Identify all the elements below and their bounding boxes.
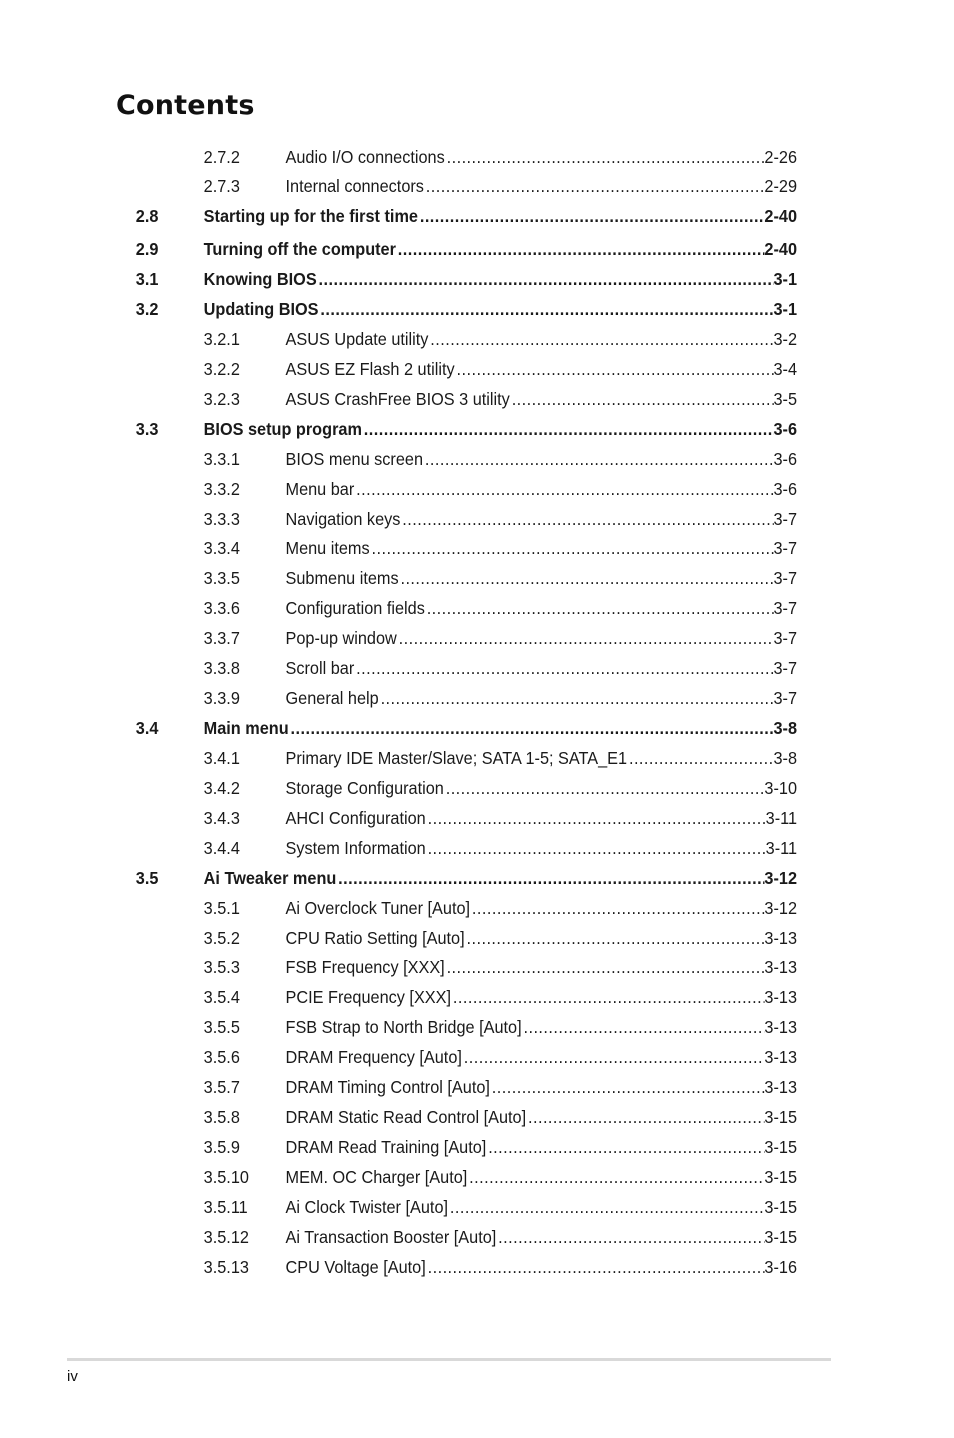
toc-entry[interactable] (0, 927, 887, 949)
toc-entry-page: 3-15 (764, 1107, 798, 1127)
toc-entry[interactable] (0, 1046, 887, 1068)
toc-entry-page: 3-7 (773, 509, 798, 529)
toc-entry-number: 3.5.6 (203, 1047, 240, 1067)
toc-dot-leader (470, 897, 764, 919)
toc-entry-leader-line (286, 1136, 798, 1158)
toc-dot-leader (486, 1136, 764, 1158)
toc-dot-leader (336, 867, 764, 889)
toc-entry-leader-line (286, 448, 798, 470)
toc-dot-leader (424, 175, 764, 197)
toc-entry-page: 3-15 (764, 1167, 798, 1187)
toc-entry-number: 3.4.4 (203, 838, 240, 858)
toc-entry-page: 3-16 (764, 1257, 798, 1277)
toc-entry-title[interactable]: Storage Configuration (285, 778, 444, 798)
toc-entry-leader-line (286, 1196, 798, 1218)
toc-entry-number: 3.2.1 (203, 329, 240, 349)
toc-entry-number: 3.3.7 (203, 628, 240, 648)
toc-entry-leader-line (286, 388, 798, 410)
toc-entry[interactable] (0, 1166, 887, 1188)
toc-entry-title[interactable]: BIOS menu screen (285, 449, 424, 469)
toc-entry-number: 3.5.4 (203, 987, 240, 1007)
toc-entry-leader-line (286, 1016, 798, 1038)
toc-entry-title[interactable]: AHCI Configuration (285, 808, 426, 828)
toc-entry-leader-line (286, 537, 798, 559)
toc-dot-leader (379, 687, 774, 709)
toc-entry-title[interactable]: Ai Overclock Tuner [Auto] (285, 898, 471, 918)
toc-entry-number: 3.3 (135, 419, 159, 439)
toc-dot-leader (423, 448, 773, 470)
toc-dot-leader (370, 537, 774, 559)
toc-entry-leader-line (286, 1046, 798, 1068)
toc-entry-title[interactable]: CPU Ratio Setting [Auto] (285, 928, 465, 948)
toc-entry-number: 2.7.2 (203, 147, 240, 167)
toc-dot-leader (627, 747, 773, 769)
toc-entry-number: 3.3.9 (203, 688, 240, 708)
toc-entry-leader-line (204, 205, 797, 227)
toc-entry[interactable] (0, 777, 887, 799)
toc-entry-leader-line (286, 1076, 798, 1098)
toc-entry-number: 3.5.3 (203, 957, 240, 977)
toc-entry-title[interactable]: PCIE Frequency [XXX] (285, 987, 452, 1007)
toc-entry-leader-line (286, 1106, 798, 1128)
toc-entry-title[interactable]: Internal connectors (285, 176, 424, 196)
toc-entry-title[interactable]: ASUS CrashFree BIOS 3 utility (285, 389, 510, 409)
toc-entry-leader-line (286, 508, 798, 530)
toc-entry[interactable] (0, 175, 887, 197)
toc-entry-title[interactable]: Ai Transaction Booster [Auto] (285, 1227, 497, 1247)
toc-dot-leader (465, 927, 765, 949)
toc-dot-leader (448, 1196, 764, 1218)
footer-divider (67, 1358, 831, 1361)
toc-entry-page: 3-7 (773, 658, 798, 678)
toc-entry-title[interactable]: Starting up for the first time (203, 206, 418, 226)
toc-entry-page: 3-2 (773, 329, 798, 349)
toc-entry-title[interactable]: FSB Strap to North Bridge [Auto] (285, 1017, 522, 1037)
toc-entry-page: 3-13 (764, 928, 798, 948)
toc-entry-title[interactable]: Main menu (203, 718, 289, 738)
toc-dot-leader (425, 597, 774, 619)
toc-entry-page: 3-8 (773, 718, 798, 738)
toc-entry-page: 2-26 (764, 147, 798, 167)
toc-dot-leader (396, 238, 764, 260)
toc-entry-title[interactable]: Submenu items (285, 568, 399, 588)
toc-entry-title[interactable]: Turning off the computer (203, 239, 396, 259)
toc-entry-number: 3.5.9 (203, 1137, 240, 1157)
toc-entry[interactable] (0, 388, 887, 410)
toc-entry-leader-line (286, 1256, 798, 1278)
toc-entry-title[interactable]: System Information (285, 838, 426, 858)
footer-page-number: iv (67, 1368, 78, 1385)
toc-entry-page: 3-6 (773, 479, 798, 499)
toc-entry-title[interactable]: Knowing BIOS (203, 269, 317, 289)
toc-entry-title[interactable]: FSB Frequency [XXX] (285, 957, 445, 977)
toc-entry-page: 3-13 (764, 1047, 798, 1067)
toc-entry-title[interactable]: DRAM Read Training [Auto] (285, 1137, 487, 1157)
toc-dot-leader (426, 807, 766, 829)
toc-entry-page: 3-13 (764, 957, 798, 977)
toc-dot-leader (428, 328, 773, 350)
toc-dot-leader (289, 717, 774, 739)
toc-entry-page: 3-11 (765, 808, 798, 828)
toc-entry-page: 3-12 (764, 868, 798, 888)
toc-entry-page: 2-40 (764, 206, 798, 226)
toc-entry-page: 3-4 (773, 359, 798, 379)
toc-dot-leader (444, 777, 765, 799)
toc-dot-leader (399, 567, 774, 589)
toc-entry-number: 3.2.2 (203, 359, 240, 379)
toc-entry-number: 3.4.3 (203, 808, 240, 828)
toc-entry-number: 2.9 (135, 239, 159, 259)
toc-entry-page: 3-7 (773, 628, 798, 648)
toc-entry-leader-line (286, 567, 798, 589)
toc-entry-leader-line (286, 478, 798, 500)
page-title: Contents (116, 90, 255, 121)
toc-entry[interactable] (0, 1106, 887, 1128)
toc-entry-leader-line (286, 897, 798, 919)
toc-entry[interactable] (0, 867, 887, 889)
toc-entry-leader-line (204, 238, 797, 260)
toc-entry-number: 3.5.13 (203, 1257, 249, 1277)
toc-entry-number: 3.5 (135, 868, 159, 888)
toc-entry[interactable] (0, 597, 887, 619)
toc-entry-page: 3-12 (764, 898, 798, 918)
toc-entry-page: 3-7 (773, 598, 798, 618)
toc-entry-title[interactable]: Menu bar (285, 479, 355, 499)
toc-entry-number: 3.3.3 (203, 509, 240, 529)
toc-entry-title[interactable]: Scroll bar (285, 658, 355, 678)
toc-entry-number: 3.1 (135, 269, 159, 289)
toc-entry-leader-line (286, 358, 798, 380)
toc-entry[interactable] (0, 567, 887, 589)
toc-entry-leader-line (286, 986, 798, 1008)
toc-entry-leader-line (286, 328, 798, 350)
toc-entry[interactable] (0, 298, 887, 320)
toc-dot-leader (522, 1016, 765, 1038)
toc-entry-leader-line (286, 747, 798, 769)
toc-entry-leader-line (286, 627, 798, 649)
toc-entry-number: 3.5.10 (203, 1167, 249, 1187)
toc-entry-title[interactable]: CPU Voltage [Auto] (285, 1257, 426, 1277)
toc-entry[interactable] (0, 418, 887, 440)
toc-entry-page: 3-7 (773, 568, 798, 588)
toc-entry-leader-line (286, 597, 798, 619)
toc-entry[interactable] (0, 747, 887, 769)
toc-entry-page: 3-1 (773, 269, 798, 289)
toc-entry-leader-line (204, 298, 797, 320)
toc-entry-page: 3-7 (773, 538, 798, 558)
toc-entry-number: 3.4.2 (203, 778, 240, 798)
toc-entry-leader-line (204, 717, 797, 739)
toc-entry[interactable] (0, 508, 887, 530)
toc-dot-leader (354, 478, 773, 500)
toc-entry-page: 3-13 (764, 987, 798, 1007)
toc-entry-title[interactable]: BIOS setup program (203, 419, 362, 439)
toc-entry[interactable] (0, 956, 887, 978)
toc-entry-number: 2.7.3 (203, 176, 240, 196)
toc-entry-page: 2-29 (764, 176, 798, 196)
toc-entry-leader-line (204, 867, 797, 889)
toc-entry-number: 3.3.8 (203, 658, 240, 678)
toc-entry[interactable] (0, 1226, 887, 1248)
toc-entry-title[interactable]: DRAM Frequency [Auto] (285, 1047, 462, 1067)
toc-entry-title[interactable]: Pop-up window (285, 628, 397, 648)
toc-entry-number: 3.5.12 (203, 1227, 249, 1247)
toc-dot-leader (318, 298, 773, 320)
toc-entry-page: 3-6 (773, 419, 798, 439)
toc-entry-title[interactable]: DRAM Static Read Control [Auto] (285, 1107, 527, 1127)
toc-entry[interactable] (0, 1196, 887, 1218)
toc-entry-leader-line (286, 956, 798, 978)
toc-entry-number: 3.3.5 (203, 568, 240, 588)
toc-entry[interactable] (0, 1016, 887, 1038)
toc-entry[interactable] (0, 657, 887, 679)
toc-entry-title[interactable]: Ai Clock Twister [Auto] (285, 1197, 449, 1217)
toc-entry[interactable] (0, 986, 887, 1008)
toc-entry-number: 2.8 (135, 206, 159, 226)
toc-entry-number: 3.3.6 (203, 598, 240, 618)
toc-dot-leader (426, 1256, 765, 1278)
toc-entry-page: 3-7 (773, 688, 798, 708)
toc-entry-page: 3-13 (764, 1077, 798, 1097)
toc-dot-leader (426, 837, 766, 859)
toc-entry-title[interactable]: MEM. OC Charger [Auto] (285, 1167, 468, 1187)
toc-entry-page: 3-15 (764, 1227, 798, 1247)
toc-entry-number: 3.5.11 (203, 1197, 248, 1217)
toc-entry-leader-line (286, 777, 798, 799)
toc-dot-leader (445, 956, 765, 978)
toc-entry-title[interactable]: DRAM Timing Control [Auto] (285, 1077, 490, 1097)
toc-entry-number: 3.5.8 (203, 1107, 240, 1127)
toc-entry-number: 3.5.5 (203, 1017, 240, 1037)
toc-entry-page: 3-10 (764, 778, 798, 798)
toc-entry[interactable] (0, 1136, 887, 1158)
toc-entry-number: 3.2.3 (203, 389, 240, 409)
toc-entry-number: 3.3.1 (203, 449, 240, 469)
toc-entry[interactable] (0, 807, 887, 829)
toc-dot-leader (451, 986, 764, 1008)
toc-entry-number: 3.2 (135, 299, 159, 319)
toc-entry-number: 3.5.1 (203, 898, 240, 918)
toc-entry[interactable] (0, 268, 887, 290)
toc-entry-title[interactable]: Primary IDE Master/Slave; SATA 1-5; SATA_E1 (285, 748, 628, 768)
toc-entry-leader-line (286, 837, 798, 859)
toc-entry-leader-line (286, 146, 798, 168)
toc-entry[interactable] (0, 537, 887, 559)
toc-entry-page: 3-15 (764, 1197, 798, 1217)
toc-entry-title[interactable]: Navigation keys (285, 509, 401, 529)
toc-dot-leader (526, 1106, 764, 1128)
toc-dot-leader (362, 418, 774, 440)
toc-entry[interactable] (0, 687, 887, 709)
toc-entry-number: 3.3.2 (203, 479, 240, 499)
toc-entry-page: 3-5 (773, 389, 798, 409)
toc-entry-title[interactable]: Menu items (285, 538, 370, 558)
toc-entry-page: 3-1 (773, 299, 798, 319)
toc-entry-page: 3-6 (773, 449, 798, 469)
toc-entry[interactable] (0, 238, 887, 260)
toc-entry-leader-line (286, 687, 798, 709)
toc-dot-leader (496, 1226, 764, 1248)
toc-entry-number: 3.4 (135, 718, 159, 738)
toc-entry-leader-line (286, 175, 798, 197)
toc-entry-leader-line (286, 807, 798, 829)
toc-entry-title[interactable]: ASUS Update utility (285, 329, 429, 349)
toc-dot-leader (467, 1166, 764, 1188)
toc-dot-leader (317, 268, 774, 290)
toc-dot-leader (490, 1076, 765, 1098)
toc-dot-leader (462, 1046, 765, 1068)
toc-dot-leader (397, 627, 774, 649)
toc-entry-leader-line (286, 1166, 798, 1188)
toc-entry-title[interactable]: Configuration fields (285, 598, 425, 618)
toc-entry-number: 3.5.2 (203, 928, 240, 948)
toc-dot-leader (354, 657, 773, 679)
toc-entry-leader-line (204, 418, 797, 440)
toc-entry[interactable] (0, 1256, 887, 1278)
toc-dot-leader (455, 358, 774, 380)
toc-dot-leader (418, 205, 764, 227)
toc-dot-leader (400, 508, 773, 530)
toc-entry[interactable] (0, 837, 887, 859)
toc-entry[interactable] (0, 448, 887, 470)
toc-entry-title[interactable]: General help (285, 688, 379, 708)
toc-entry-leader-line (286, 657, 798, 679)
toc-entry-leader-line (286, 1226, 798, 1248)
toc-entry-number: 3.4.1 (203, 748, 240, 768)
toc-entry[interactable] (0, 627, 887, 649)
toc-entry-leader-line (204, 268, 797, 290)
toc-entry[interactable] (0, 205, 887, 227)
toc-entry[interactable] (0, 1076, 887, 1098)
toc-entry-page: 3-8 (773, 748, 798, 768)
toc-entry-number: 3.5.7 (203, 1077, 240, 1097)
toc-entry[interactable] (0, 328, 887, 350)
toc-entry[interactable] (0, 478, 887, 500)
toc-entry-leader-line (286, 927, 798, 949)
toc-entry[interactable] (0, 717, 887, 739)
toc-entry-title[interactable]: Updating BIOS (203, 299, 319, 319)
toc-entry-number: 3.3.4 (203, 538, 240, 558)
toc-entry-title[interactable]: Ai Tweaker menu (203, 868, 337, 888)
toc-entry-page: 3-11 (765, 838, 798, 858)
toc-entry-page: 3-13 (764, 1017, 798, 1037)
toc-dot-leader (445, 146, 765, 168)
toc-entry-page: 2-40 (764, 239, 798, 259)
toc-entry[interactable] (0, 897, 887, 919)
toc-entry-title[interactable]: ASUS EZ Flash 2 utility (285, 359, 455, 379)
toc-entry[interactable] (0, 358, 887, 380)
toc-dot-leader (510, 388, 774, 410)
toc-entry-title[interactable]: Audio I/O connections (285, 147, 445, 167)
toc-entry-page: 3-15 (764, 1137, 798, 1157)
toc-entry[interactable] (0, 146, 887, 168)
